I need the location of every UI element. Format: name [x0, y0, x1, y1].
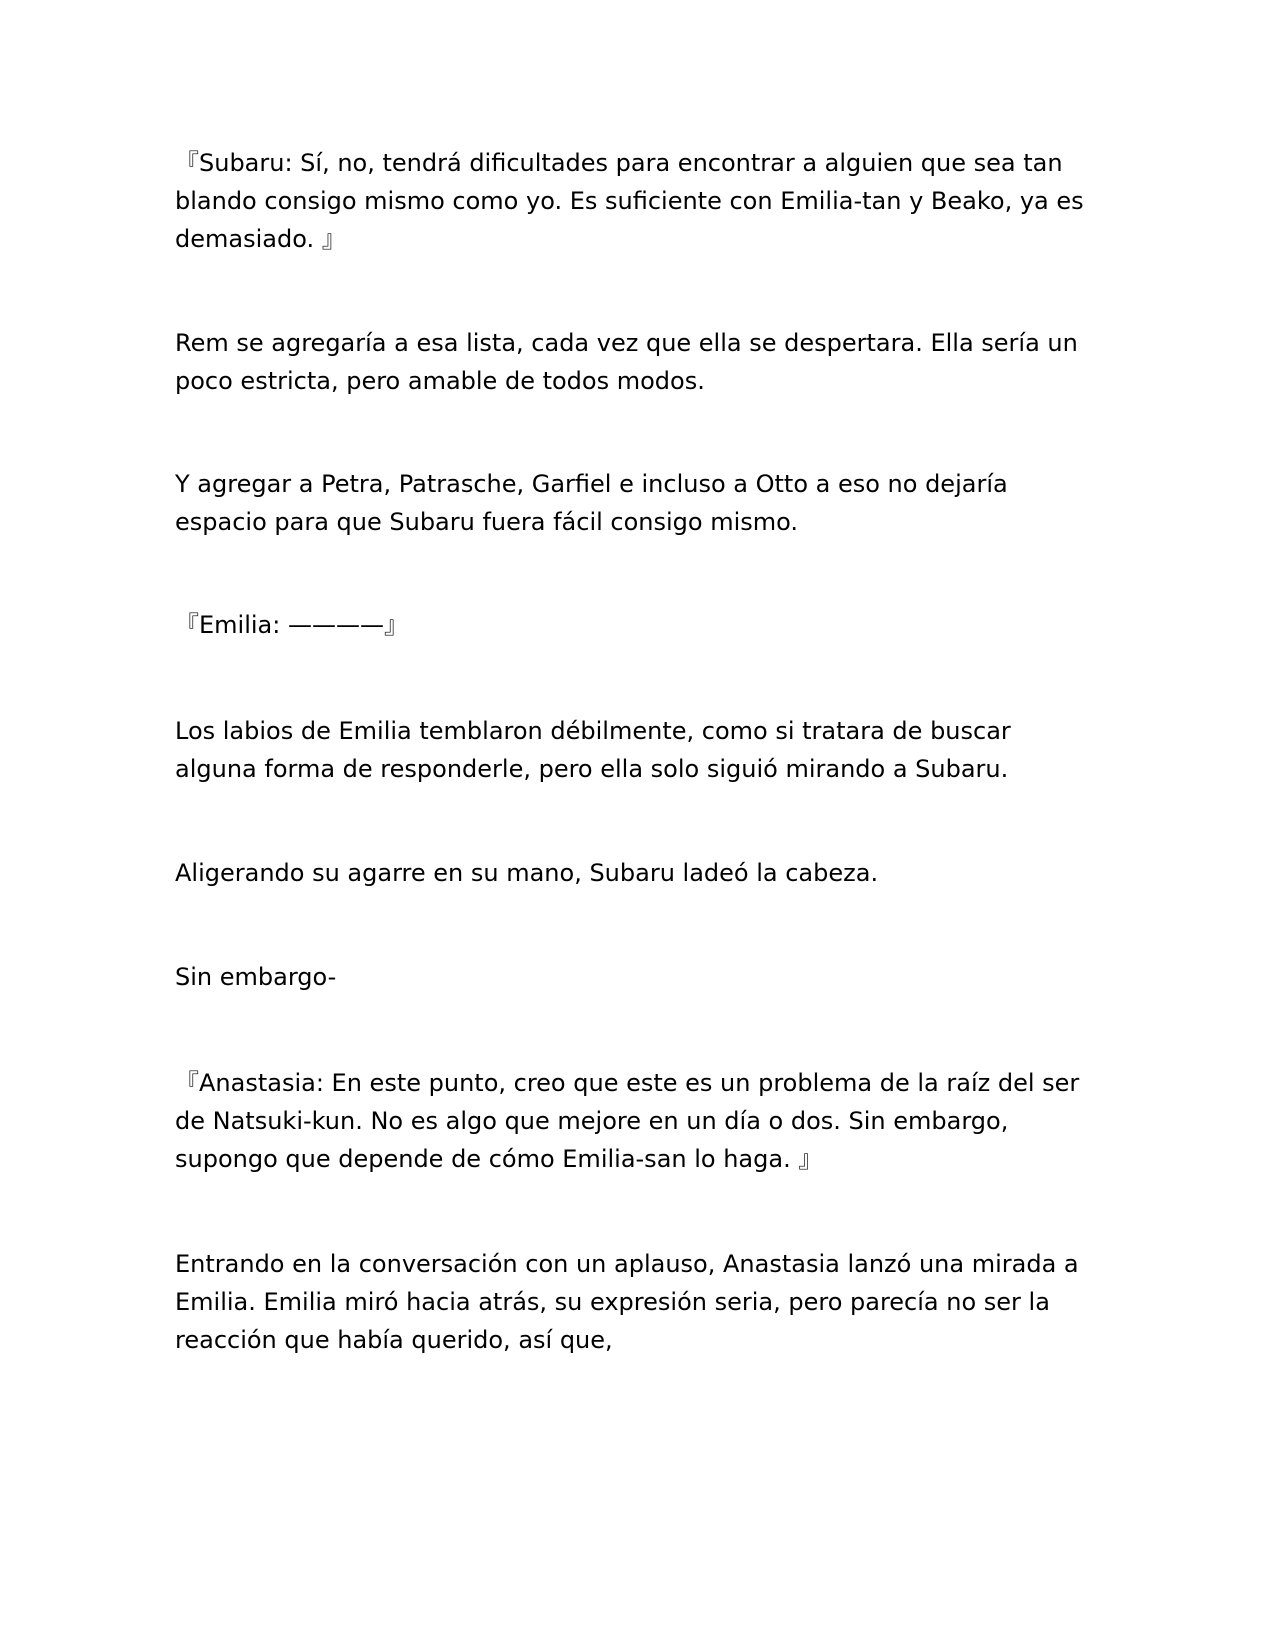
paragraph-subaru-dialogue: 『Subaru: Sí, no, tendrá dificultades para encontrar a alguien que sea tan blando consigo mismo como yo. Es suficiente con Emilia-tan y Beako, ya es demasiado. 』 [175, 149, 1084, 253]
paragraph-emilia-lips: Los labios de Emilia temblaron débilmente, como si tratara de buscar alguna forma de responderle, pero ella solo siguió mirando a Subaru. [175, 717, 1011, 783]
paragraph-emilia-dialogue: 『Emilia: ————』 [175, 611, 408, 639]
paragraph-anastasia-dialogue: 『Anastasia: En este punto, creo que este es un problema de la raíz del ser de Natsuki-kun. No es algo que mejore en un día o dos. Sin embargo, supongo que depende de cómo Emilia-san lo haga. 』 [175, 1069, 1080, 1173]
paragraph-subaru-head: Aligerando su agarre en su mano, Subaru ladeó la cabeza. [175, 859, 879, 887]
paragraph-rem-list: Rem se agregaría a esa lista, cada vez que ella se despertara. Ella sería un poco estricta, pero amable de todos modos. [175, 329, 1078, 395]
paragraph-sin-embargo: Sin embargo- [175, 963, 337, 991]
paragraph-anastasia-glance: Entrando en la conversación con un aplauso, Anastasia lanzó una mirada a Emilia. Emilia miró hacia atrás, su expresión seria, pero parecía no ser la reacción que había querido, así que, [175, 1250, 1079, 1354]
paragraph-petra-garfiel: Y agregar a Petra, Patrasche, Garfiel e incluso a Otto a eso no dejaría espacio para que Subaru fuera fácil consigo mismo. [175, 470, 1008, 536]
